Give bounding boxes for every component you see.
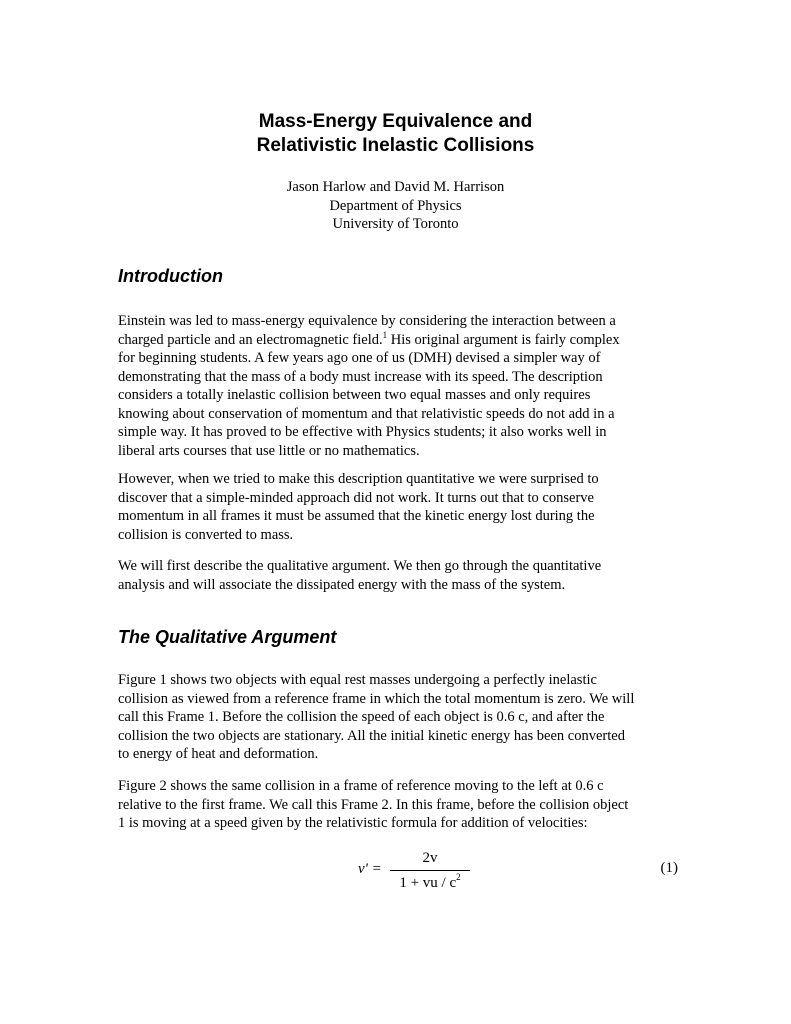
text-line: relative to the first frame. We call this Frame 2. In this frame, before the collision object (118, 796, 629, 813)
text-line: collision the two objects are stationary. All the initial kinetic energy has been converted (118, 727, 625, 744)
intro-paragraph-2 (118, 470, 678, 544)
paper-title (0, 110, 791, 158)
text-fragment: charged particle and an electromagnetic field. (118, 331, 383, 348)
equation-fraction (390, 848, 470, 893)
intro-paragraph-3 (118, 557, 678, 594)
fraction-bar (390, 870, 470, 871)
section-heading-qualitative-argument: The Qualitative Argument (118, 627, 337, 647)
text-line: simple way. It has proved to be effective with Physics students; it also works well in (118, 424, 607, 440)
text-line: knowing about conservation of momentum and that relativistic speeds do not add in a (118, 405, 615, 422)
text-line: for beginning students. A few years ago one of us (DMH) devised a simpler way of (118, 350, 601, 366)
text-line: We will first describe the qualitative argument. We then go through the quantitative (118, 558, 602, 574)
text-line: considers a totally inelastic collision between two equal masses and only requires (118, 387, 591, 403)
text-line: analysis and will associate the dissipated energy with the mass of the system. (118, 576, 566, 593)
text-line: call this Frame 1. Before the collision the speed of each object is 0.6 c, and after the (118, 709, 605, 725)
text-line: to energy of heat and deformation. (118, 746, 319, 762)
equation-1 (118, 848, 678, 896)
author-department: Department of Physics (329, 197, 462, 214)
footnote-marker[interactable]: 1 (382, 329, 388, 340)
text-line: Figure 2 shows the same collision in a frame of reference moving to the left at 0.6 c (118, 778, 604, 794)
title-line-1: Mass-Energy Equivalence and (258, 111, 533, 132)
equation-lhs: v' = (358, 861, 382, 877)
denominator-text: 1 + vu / c (399, 875, 457, 891)
text-line: collision is converted to mass. (118, 526, 294, 543)
author-university: University of Toronto (332, 216, 459, 232)
equation-denominator (390, 873, 470, 893)
author-names: Jason Harlow and David M. Harrison (286, 179, 505, 195)
text-line: collision as viewed from a reference frame in which the total momentum is zero. We will (118, 690, 635, 707)
text-fragment: His original argument is fairly complex (387, 331, 620, 348)
text-line: However, when we tried to make this description quantitative we were surprised to (118, 471, 599, 487)
section-heading-introduction: Introduction (118, 266, 223, 286)
author-block (0, 178, 791, 234)
qualitative-paragraph-1 (118, 671, 678, 764)
equation-numerator: 2v (422, 850, 438, 866)
text-line: 1 is moving at a speed given by the relativistic formula for addition of velocities: (118, 815, 588, 831)
text-line: momentum in all frames it must be assumed that the kinetic energy lost during the (118, 508, 595, 524)
text-line: demonstrating that the mass of a body must increase with its speed. The description (118, 368, 603, 385)
title-line-2: Relativistic Inelastic Collisions (256, 135, 535, 156)
text-line: Einstein was led to mass-energy equivalence by considering the interaction between a (118, 313, 616, 329)
denominator-exponent: 2 (456, 872, 461, 882)
equation-number: (1) (660, 860, 678, 876)
qualitative-paragraph-2 (118, 777, 678, 833)
text-line: liberal arts courses that use little or no mathematics. (118, 442, 420, 459)
text-line: discover that a simple-minded approach did not work. It turns out that to conserve (118, 489, 594, 506)
text-line: Figure 1 shows two objects with equal rest masses undergoing a perfectly inelastic (118, 672, 597, 688)
intro-paragraph-1 (118, 312, 678, 460)
text-line-with-footnote (118, 331, 678, 350)
